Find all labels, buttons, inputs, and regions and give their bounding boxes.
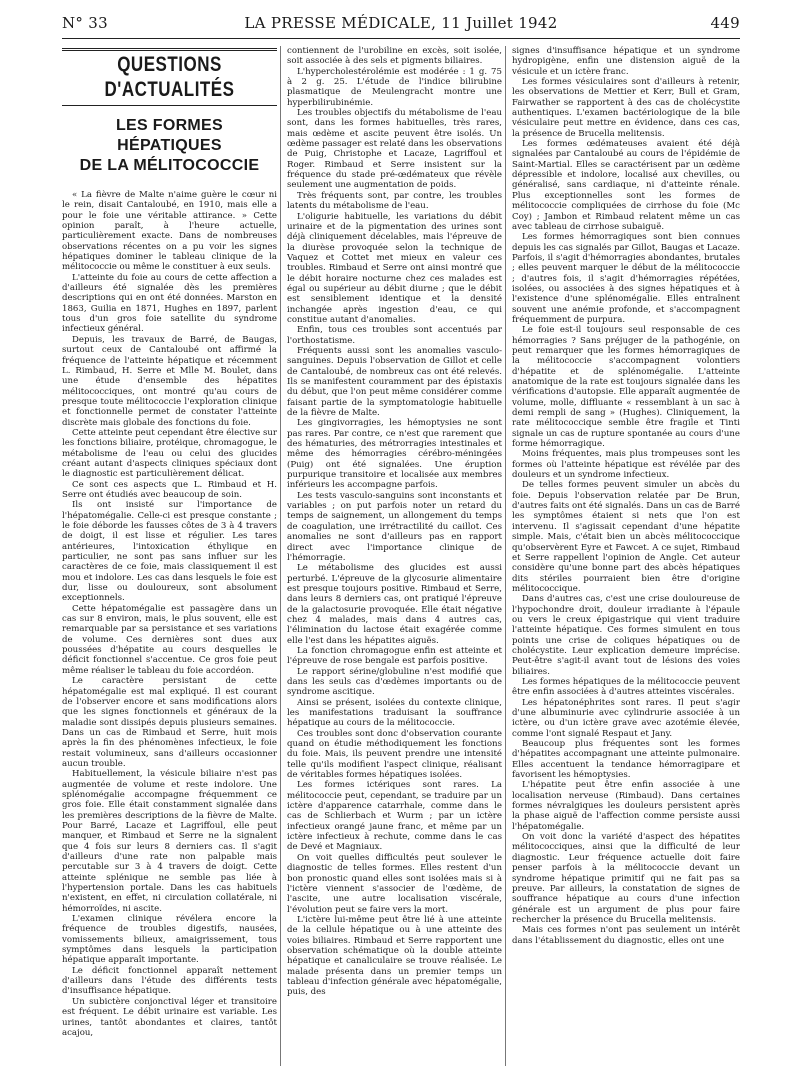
paragraph: Les formes œdémateuses avaient été déjà signalées par Cantaloubé au cours de l'épidémie de Saint-Martial. Elles se caractérisent par un œdème dépressible et indolore, localisé aux chevilles, ou généralisé, sans cardiaque, ni d'atteinte rénale. Plus exceptionnelles sont les formes de mélitococcie compliquées de cirrhose du foie (Mc Coy) ; Jambon et Rimbaud relatent même un cas avec tableau de cirrhose subaiguë.	[512, 139, 740, 232]
paragraph: Les hépatonéphrites sont rares. Il peut s'agir d'une albuminurie avec cylindrurie associée à un ictère, ou d'un ictère grave avec azotémie élevée, comme l'ont signalé Respaut et Jany.	[512, 697, 740, 739]
section-rule-bottom	[62, 105, 277, 106]
section-rule-top	[62, 48, 277, 51]
paragraph: Cette atteinte peut cependant être élective sur les fonctions biliaire, protéique, chromagogue, le métabolisme de l'eau ou celui des glucides créant autant d'aspects cliniques spéciaux dont le diagnostic est particulièrement délicat.	[62, 427, 277, 480]
paragraph: Les troubles objectifs du métabolisme de l'eau sont, dans les formes habituelles, très rares, mais œdème et ascite peuvent être isolés. Un œdème passager est relaté dans les observations de Puig, Christophe et Lacaze, Lagriffoul et Roger. Rimbaud et Serre insistent sur la fréquence du stade pré-œdémateux que révèle seulement une augmentation de poids.	[287, 108, 502, 191]
paragraph: Les tests vasculo-sanguins sont inconstants et variables ; on put parfois noter un retard du temps de saignement, un allongement du temps de coagulation, une irrétractilité du caillot. Ces anomalies ne sont d'ailleurs pas en rapport direct avec l'importance clinique de l'hémorragie.	[287, 490, 502, 563]
column-2	[287, 46, 502, 998]
paragraph: contiennent de l'urobiline en excès, soit isolée, soit associée à des sels et pigments biliaires.	[287, 46, 502, 67]
paragraph: Enfin, tous ces troubles sont accentués par l'orthostatisme.	[287, 325, 502, 346]
article-title	[62, 116, 277, 176]
paragraph: Très fréquents sont, par contre, les troubles latents du métabolisme de l'eau.	[287, 190, 502, 212]
paragraph: On voit donc la variété d'aspect des hépatites mélitococciques, ainsi que la difficulté de leur diagnostic. Leur fréquence actuelle doit faire penser parfois à la mélitococcie devant un syndrome hépatique primitif qui ne fait pas sa preuve. Par ailleurs, la constatation de signes de souffrance hépatique au cours d'une infection générale est un argument de plus pour faire rechercher la présence du Brucella melitensis.	[512, 832, 740, 925]
paragraph: Dans d'autres cas, c'est une crise douloureuse de l'hypochondre droit, douleur irradiante à l'épaule ou vers le creux épigastrique qui vient traduire l'atteinte hépatique. Ces formes simulent en tous points une crise de coliques hépatiques ou de cholécystite. Leur explication demeure imprécise. Peut-être s'agit-il avant tout de lésions des voies biliaires.	[512, 594, 740, 677]
paragraph: Un subictère conjonctival léger et transitoire est fréquent. Le débit urinaire est variable. Les urines, tantôt abondantes et claires, tantôt acajou,	[62, 996, 277, 1038]
paragraph: Le métabolisme des glucides est aussi perturbé. L'épreuve de la glycosurie alimentaire est presque toujours positive. Rimbaud et Serre, dans leurs 8 derniers cas, ont pratiqué l'épreuve de la galactosurie provoquée. Elle était négative chez 4 malades, mais dans 4 autres cas, l'élimination du lactose était exagérée comme elle l'est dans les hépatites aiguës.	[287, 563, 502, 646]
paragraph: Le caractère persistant de cette hépatomégalie est mal expliqué. Il est courant de l'observer encore et sans modifications alors que les signes fonctionnels et généraux de la maladie sont dissipés depuis plusieurs semaines. Dans un cas de Rimbaud et Serre, huit mois après la fin des phénomènes infectieux, le foie restait volumineux, sans d'ailleurs occasionner aucun trouble.	[62, 676, 277, 769]
column-2-body	[287, 46, 502, 998]
paragraph: L'hépatite peut être enfin associée à une localisation nerveuse (Rimbaud). Dans certaines formes névralgiques les douleurs persistent après la phase aiguë de l'affection comme persiste aussi l'hépatomégalie.	[512, 780, 740, 832]
column-1	[62, 46, 277, 1038]
column-3-body	[512, 46, 740, 946]
paragraph: signes d'insuffisance hépatique et un syndrome hydropigène, enfin une distension aiguë de la vésicule et un ictère franc.	[512, 46, 740, 77]
section-title: QUESTIONS D'ACTUALITÉS	[104, 52, 235, 101]
paragraph: La fonction chromagogue enfin est atteinte et l'épreuve de rose bengale est parfois positive.	[287, 645, 502, 667]
paragraph: L'oligurie habituelle, les variations du débit urinaire et de la pigmentation des urines sont déjà cliniquement décelables, mais l'épreuve de la diurèse provoquée selon la technique de Vaquez et Cottet met mieux en valeur ces troubles. Rimbaud et Serre ont ainsi montré que le débit horaire nocturne chez ces malades est égal ou supérieur au débit diurne ; que le débit est sensiblement identique et la densité inchangée après ingestion d'eau, ce qui constitue autant d'anomalies.	[287, 211, 502, 325]
paragraph: Les gingivorragies, les hémoptysies ne sont pas rares. Par contre, ce n'est que rarement que des hématuries, des métrorragies intestinales et même des hémorragies cérébro-méningées (Puig) ont été signalées. Une éruption purpurique transitoire et localisée aux membres inférieurs les accompagne parfois.	[287, 418, 502, 491]
paragraph: De telles formes peuvent simuler un abcès du foie. Depuis l'observation relatée par De Brun, d'autres faits ont été signalés. Dans un cas de Barré les symptômes étaient si nets que l'on est intervenu. Il s'agissait cependant d'une hépatite simple. Mais, c'était bien un abcès mélitococcique qu'observèrent Eyre et Fawcet. A ce sujet, Rimbaud et Serre rappellent l'opinion de Angle. Cet auteur considère qu'une bonne part des abcès hépatiques dits stériles pourraient bien être d'origine mélitococcique.	[512, 480, 740, 594]
column-divider	[505, 46, 506, 1066]
page-number: 449	[710, 14, 740, 32]
header-rule	[62, 38, 740, 39]
paragraph: Habituellement, la vésicule biliaire n'est pas augmentée de volume et reste indolore. Une splénomégalie accompagne fréquemment ce gros foie. Elle était constamment signalée dans les premières descriptions de la fièvre de Malte. Pour Barré, Lacaze et Lagriffoul, elle peut manquer, et Rimbaud et Serre ne la signalent que 4 fois sur leurs 8 derniers cas. Il s'agit d'ailleurs d'une rate non palpable mais percutable sur 3 à 4 travers de doigt. Cette atteinte splénique ne semble pas liée à l'hypertension portale. Dans les cas habituels n'existent, en effet, ni circulation collatérale, ni hémorroïdes, ni ascite.	[62, 769, 277, 914]
paragraph: Ils ont insisté sur l'importance de l'hépatomégalie. Celle-ci est presque constante ; le foie déborde les fausses côtes de 3 à 4 travers de doigt, il est lisse et régulier. Les tares antérieures, l'intoxication éthylique en particulier, ne sont pas sans influer sur les caractères de ce foie, mais classiquement il est mou et indolore. Les cas dans lesquels le foie est dur, lisse ou douloureux, sont absolument exceptionnels.	[62, 500, 277, 604]
paragraph: Ainsi se présent, isolées du contexte clinique, les manifestations traduisant la souffrance hépatique au cours de la mélitococcie.	[287, 697, 502, 729]
journal-title-date: LA PRESSE MÉDICALE, 11 Juillet 1942	[244, 14, 558, 32]
paragraph: Le déficit fonctionnel apparaît nettement d'ailleurs dans l'étude des différents tests d'insuffisance hépatique.	[62, 965, 277, 997]
paragraph: Les formes hémorragiques sont bien connues depuis les cas signalés par Gillot, Baugas et Lacaze. Parfois, il s'agit d'hémorragies abondantes, brutales ; elles peuvent marquer le début de la mélitococcie ; d'autres fois, il s'agit d'hémorragies répétées, isolées, ou associées à des signes hépatiques et à l'existence d'une splénomégalie. Elles entraînent souvent une anémie profonde, et s'accompagnent fréquemment de purpura.	[512, 232, 740, 325]
paragraph: Depuis, les travaux de Barré, de Baugas, surtout ceux de Cantaloubé ont affirmé la fréquence de l'atteinte hépatique et récemment L. Rimbaud, H. Serre et Mlle M. Boulet, dans une étude d'ensemble des hépatites mélitococciques, ont montré qu'au cours de presque toute mélitococcie l'exploration clinique et fonctionnelle permet de constater l'atteinte discrète mais globale des fonctions du foie.	[62, 334, 277, 428]
paragraph: Mais ces formes n'ont pas seulement un intérêt dans l'établissement du diagnostic, elles ont une	[512, 925, 740, 946]
paragraph: L'hypercholestérolémie est modérée : 1 g. 75 à 2 g. 25. L'étude de l'indice bilirubine plasmatique de Meulengracht montre une hyperbilirubinémie.	[287, 66, 502, 108]
paragraph: Moins fréquentes, mais plus trompeuses sont les formes où l'atteinte hépatique est révélée par des douleurs et un syndrome infectieux.	[512, 449, 740, 481]
paragraph: Le rapport sérine/globuline n'est modifié que dans les seuls cas d'œdèmes importants ou de syndrome ascitique.	[287, 666, 502, 698]
paragraph: Les formes vésiculaires sont d'ailleurs à retenir, les observations de Mettier et Kerr, Bull et Gram, Fairwather se rapportent à des cas de cholécystite authentiques. L'examen bactériologique de la bile vésiculaire peut mettre en évidence, dans ces cas, la présence de Brucella melitensis.	[512, 77, 740, 139]
paragraph: Ces troubles sont donc d'observation courante quand on étudie méthodiquement les fonctions du foie. Mais, ils peuvent prendre une intensité telle qu'ils modifient l'aspect clinique, réalisant de véritables formes hépatiques isolées.	[287, 728, 502, 781]
paragraph: Beaucoup plus fréquentes sont les formes d'hépatites accompagnant une atteinte pulmonaire. Elles accentuent la tendance hémorragipare et favorisent les hémoptysies.	[512, 739, 740, 781]
article-title-line-2: DE LA MÉLITOCOCCIE	[79, 157, 260, 174]
column-divider	[280, 46, 281, 1066]
article-title-line-1: LES FORMES HÉPATIQUES	[115, 117, 223, 154]
paragraph: L'examen clinique révélera encore la fréquence de troubles digestifs, nausées, vomissements bilieux, amaigrissement, tous symptômes dans lesquels la participation hépatique apparaît importante.	[62, 914, 277, 966]
paragraph: Fréquents aussi sont les anomalies vasculo-sanguines. Depuis l'observation de Gillot et celle de Cantaloubé, de nombreux cas ont été relevés. Ils se manifestent couramment par des épistaxis du début, que l'on peut même considérer comme faisant partie de la symptomatologie habituelle de la fièvre de Malte.	[287, 345, 502, 419]
paragraph: On voit quelles difficultés peut soulever le diagnostic de telles formes. Elles restent d'un bon pronostic quand elles sont isolées mais si à l'ictère viennent s'associer de l'œdème, de l'ascite, une autre localisation viscérale, l'évolution peut se faire vers la mort.	[287, 852, 502, 915]
paragraph: Les formes ictériques sont rares. La mélitococcie peut, cependant, se traduire par un ictère d'apparence catarrhale, comme dans le cas de Schlierbach et Wurm ; par un ictère infectieux orangé jaune franc, et même par un ictère infectieux à rechute, comme dans le cas de Devé et Magniaux.	[287, 780, 502, 853]
paragraph: L'atteinte du foie au cours de cette affection a d'ailleurs été signalée dès les premières descriptions qui en ont été données. Marston en 1863, Guilia en 1871, Hughes en 1897, parlent tous d'un gros foie satellite du syndrome infectieux général.	[62, 272, 277, 335]
paragraph: Ce sont ces aspects que L. Rimbaud et H. Serre ont étudiés avec beaucoup de soin.	[62, 479, 277, 500]
paragraph: L'ictère lui-même peut être lié à une atteinte de la cellule hépatique ou à une atteinte des voies biliaires. Rimbaud et Serre rapportent une observation schématique où la double atteinte hépatique et canaliculaire se trouve réalisée. Le malade présenta dans un premier temps un tableau d'infection générale avec hépatomégalie, puis, des	[287, 914, 502, 998]
paragraph: Cette hépatomégalie est passagère dans un cas sur 8 environ, mais, le plus souvent, elle est remarquable par sa persistance et ses variations de volume. Ces dernières sont dues aux poussées d'hépatite au cours desquelles le déficit fonctionnel s'accentue. Ce gros foie peut même réaliser le tableau du foie accordéon.	[62, 603, 277, 676]
paragraph: Les formes hépatiques de la mélitococcie peuvent être enfin associées à d'autres atteintes viscérales.	[512, 676, 740, 698]
column-1-body	[62, 190, 277, 1038]
paragraph: Le foie est-il toujours seul responsable de ces hémorragies ? Sans préjuger de la pathogénie, on peut remarquer que les formes hémorragiques de la mélitococcie s'accompagnent volontiers d'hépatite et de splénomégalie. L'atteinte anatomique de la rate est toujours signalée dans les vérifications d'autopsie. Elle apparaît augmentée de volume, molle, diffluante « ressemblant à un sac à demi rempli de sang » (Hughes). Cliniquement, la rate mélitococcique semble être fragile et Tinti signale un cas de rupture spontanée au cours d'une forme hémorragique.	[512, 325, 740, 450]
paragraph: « La fièvre de Malte n'aime guère le cœur ni le rein, disait Cantaloubé, en 1910, mais elle a pour le foie une véritable attirance. » Cette opinion paraît, à l'heure actuelle, particulièrement exacte. Dans de nombreuses observations récentes on a pu voir les signes hépatiques dominer le tableau clinique de la mélitococcie ou même le constituer à eux seuls.	[62, 190, 277, 273]
issue-number: N° 33	[62, 14, 108, 32]
column-3	[512, 46, 740, 946]
page-header	[62, 14, 740, 36]
